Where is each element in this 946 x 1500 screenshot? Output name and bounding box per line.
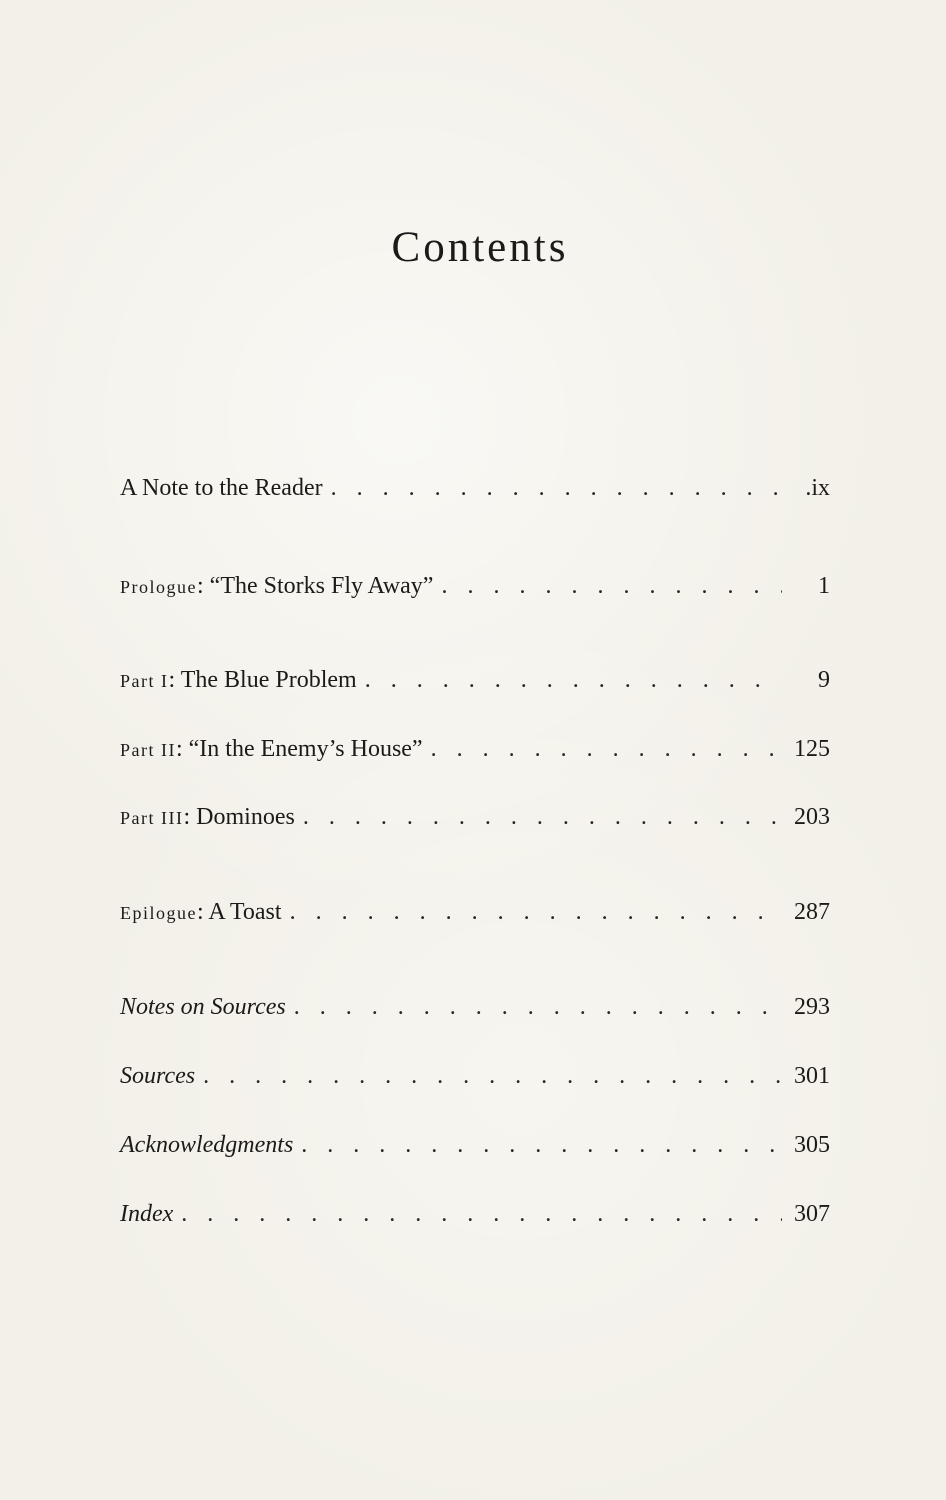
toc-entry-epilogue bbox=[120, 897, 830, 928]
entry-label bbox=[120, 897, 282, 928]
entry-title: : Dominoes bbox=[183, 804, 295, 830]
toc-entry-part-1 bbox=[120, 665, 830, 696]
entry-label bbox=[120, 734, 423, 765]
toc-entry-prologue bbox=[120, 571, 830, 602]
entry-label bbox=[120, 802, 295, 833]
dot-leader bbox=[290, 897, 782, 927]
page-number: .ix bbox=[805, 475, 830, 501]
entry-prefix: Prologue bbox=[120, 577, 197, 597]
table-of-contents bbox=[120, 0, 830, 1500]
dot-leader bbox=[294, 992, 782, 1022]
dot-leader bbox=[301, 1130, 782, 1160]
toc-entry-index bbox=[120, 1199, 830, 1229]
entry-prefix: Epilogue bbox=[120, 903, 197, 923]
entry-prefix: Part I bbox=[120, 671, 169, 691]
entry-title: : The Blue Problem bbox=[168, 667, 357, 693]
page-number: 1 bbox=[818, 573, 830, 599]
toc-entry-notes-on-sources bbox=[120, 992, 830, 1022]
page-number: 293 bbox=[794, 994, 830, 1020]
dot-leader bbox=[441, 571, 782, 601]
page-number: 305 bbox=[794, 1132, 830, 1158]
entry-prefix: Part II bbox=[120, 740, 176, 760]
dot-leader bbox=[303, 802, 782, 832]
toc-entry-part-3 bbox=[120, 802, 830, 833]
page-number: 9 bbox=[818, 667, 830, 693]
entry-label: Index bbox=[120, 1201, 174, 1227]
page-number: 125 bbox=[794, 736, 830, 762]
dot-leader bbox=[181, 1199, 782, 1229]
entry-label: Sources bbox=[120, 1063, 196, 1089]
page-number: 203 bbox=[794, 804, 830, 830]
entry-label bbox=[120, 665, 357, 696]
entry-label: A Note to the Reader bbox=[120, 475, 323, 501]
entry-label: Notes on Sources bbox=[120, 994, 286, 1020]
page-title: Contents bbox=[391, 224, 569, 271]
page-number: 301 bbox=[794, 1063, 830, 1089]
entry-label bbox=[120, 571, 433, 602]
toc-entry-acknowledgments bbox=[120, 1130, 830, 1160]
page-number: 307 bbox=[794, 1201, 830, 1227]
entry-prefix: Part III bbox=[120, 808, 184, 828]
dot-leader bbox=[431, 734, 782, 764]
toc-entry-note-to-reader bbox=[120, 473, 830, 503]
dot-leader bbox=[331, 473, 782, 503]
entry-title: : “The Storks Fly Away” bbox=[197, 573, 434, 599]
entry-title: : A Toast bbox=[197, 899, 282, 925]
toc-entry-sources bbox=[120, 1061, 830, 1091]
entry-label: Acknowledgments bbox=[120, 1132, 294, 1158]
toc-entry-part-2 bbox=[120, 734, 830, 765]
dot-leader bbox=[203, 1061, 782, 1091]
entry-title: : “In the Enemy’s House” bbox=[175, 736, 423, 762]
page-number: 287 bbox=[794, 899, 830, 925]
dot-leader bbox=[365, 665, 782, 695]
